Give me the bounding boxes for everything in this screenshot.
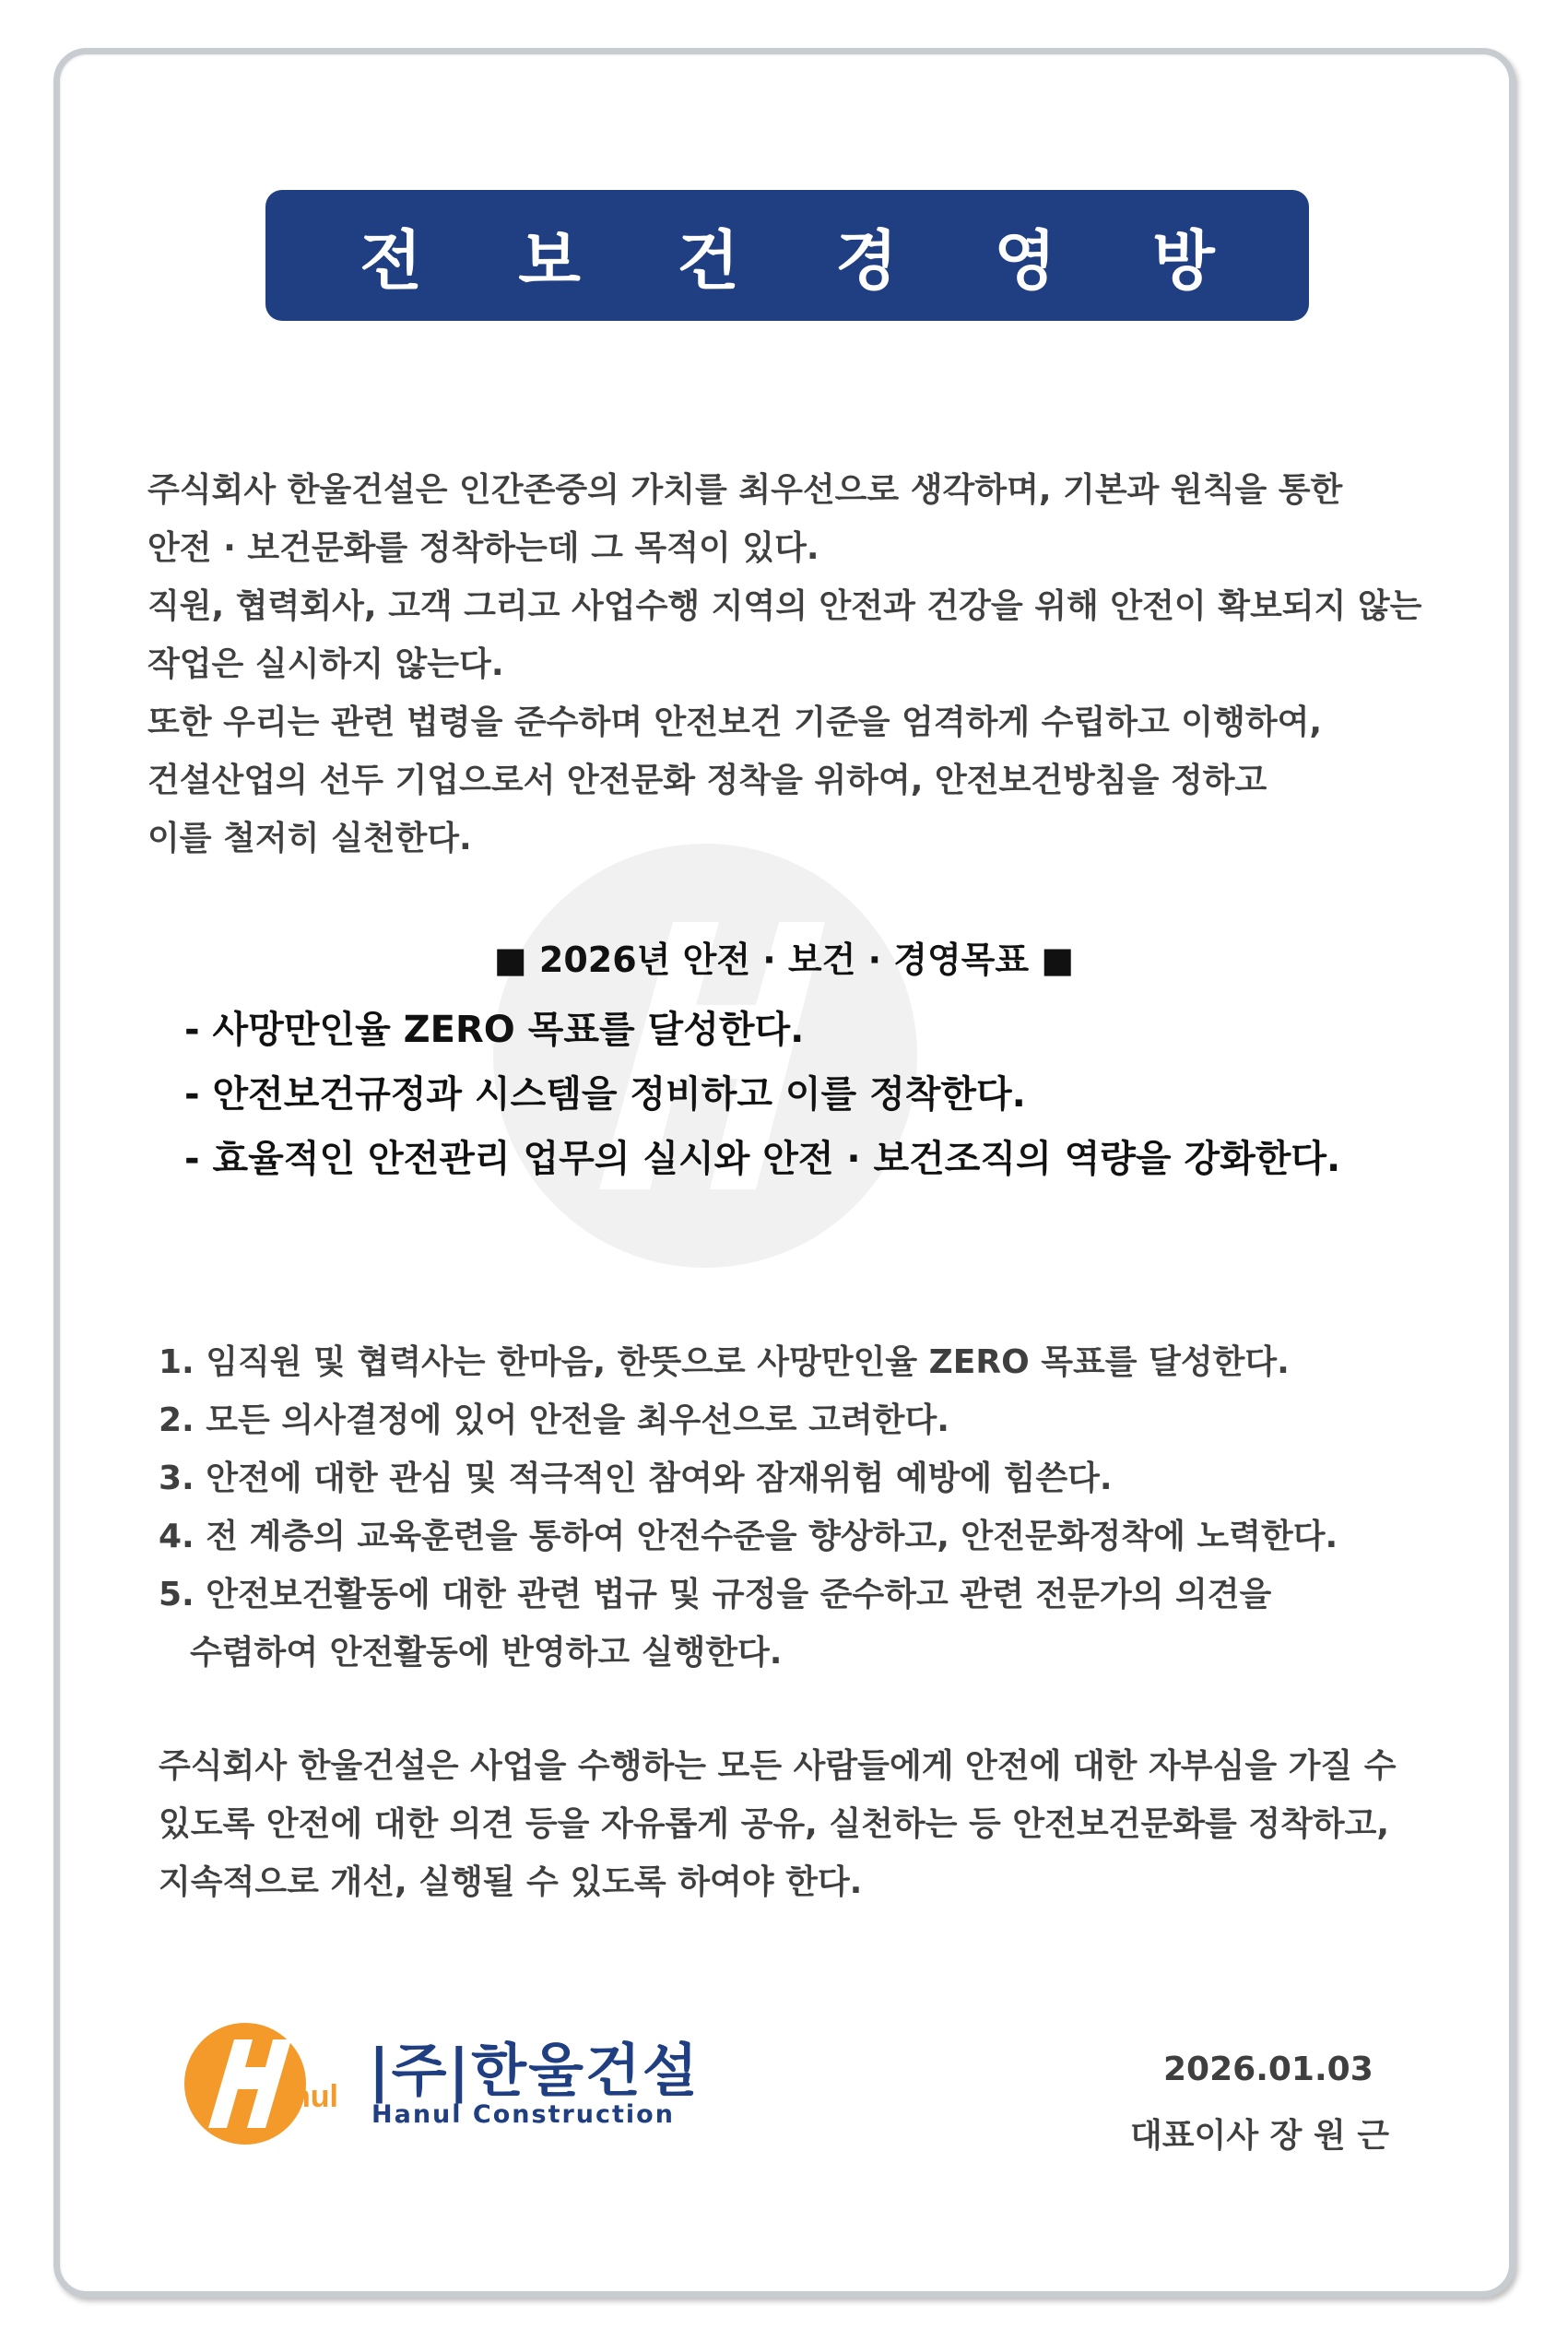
intro-line: 또한 우리는 관련 법령을 준수하며 안전보건 기준을 엄격하게 수립하고 이행하여, [147, 703, 1323, 741]
policy-item-continuation: 수렴하여 안전활동에 반영하고 실행한다. [190, 1634, 783, 1672]
logo-mark-text: nul [291, 2079, 338, 2114]
intro-line: 작업은 실시하지 않는다. [147, 645, 504, 683]
intro-line: 건설산업의 선두 기업으로서 안전문화 정착을 위하여, 안전보건방침을 정하고 [147, 762, 1267, 799]
policy-item: 4. 전 계층의 교육훈련을 통하여 안전수준을 향상하고, 안전문화정착에 노력한다. [159, 1518, 1338, 1555]
intro-line: 주식회사 한울건설은 인간존중의 가치를 최우선으로 생각하며, 기본과 원칙을 통한 [147, 471, 1343, 509]
policy-item: 3. 안전에 대한 관심 및 적극적인 참여와 잠재위험 예방에 힘쓴다. [159, 1460, 1113, 1497]
policy-item: 1. 임직원 및 협력사는 한마음, 한뜻으로 사망만인율 ZERO 목표를 달성한다. [159, 1343, 1290, 1381]
company-name-ko: |주|한울건설 [369, 2037, 700, 2104]
intro-line: 직원, 협력회사, 고객 그리고 사업수행 지역의 안전과 건강을 위해 안전이 확보되지 않는 [147, 587, 1422, 625]
company-name-en: Hanul Construction [371, 2100, 675, 2129]
intro-paragraph [147, 461, 1475, 868]
intro-line: 안전 · 보건문화를 정착하는데 그 목적이 있다. [147, 529, 819, 567]
goal-item: - 안전보건규정과 시스템을 정비하고 이를 정착한다. [184, 1073, 1026, 1116]
goal-item: - 사망만인율 ZERO 목표를 달성한다. [184, 1009, 805, 1051]
closing-line: 지속적으로 개선, 실행될 수 있도록 하여야 한다. [159, 1863, 863, 1901]
closing-paragraph [159, 1737, 1468, 1911]
closing-line: 주식회사 한울건설은 사업을 수행하는 모든 사람들에게 안전에 대한 자부심을 가질 수 [159, 1747, 1397, 1785]
policy-list [159, 1333, 1468, 1682]
goals-list [184, 998, 1475, 1191]
intro-line: 이를 철저히 실천한다. [147, 820, 472, 857]
signer-name: 대표이사 장 원 근 [1130, 2117, 1390, 2155]
hanul-logo-icon [181, 2019, 356, 2148]
page-title: 안 전 보 건 경 영 방 침 [201, 222, 1410, 299]
closing-line: 있도록 안전에 대한 의견 등을 자유롭게 공유, 실천하는 등 안전보건문화를 정착하고, [159, 1805, 1390, 1843]
issue-date: 2026.01.03 [1163, 2051, 1373, 2088]
title-banner [201, 190, 1410, 321]
policy-item: 2. 모든 의사결정에 있어 안전을 최우선으로 고려한다. [159, 1401, 949, 1439]
policy-item: 5. 안전보건활동에 대한 관련 법규 및 규정을 준수하고 관련 전문가의 의견을 [159, 1576, 1272, 1613]
goals-heading: ■ 2026년 안전 · 보건 · 경영목표 ■ [493, 940, 1075, 980]
goal-item: - 효율적인 안전관리 업무의 실시와 안전 · 보건조직의 역량을 강화한다. [184, 1138, 1341, 1180]
